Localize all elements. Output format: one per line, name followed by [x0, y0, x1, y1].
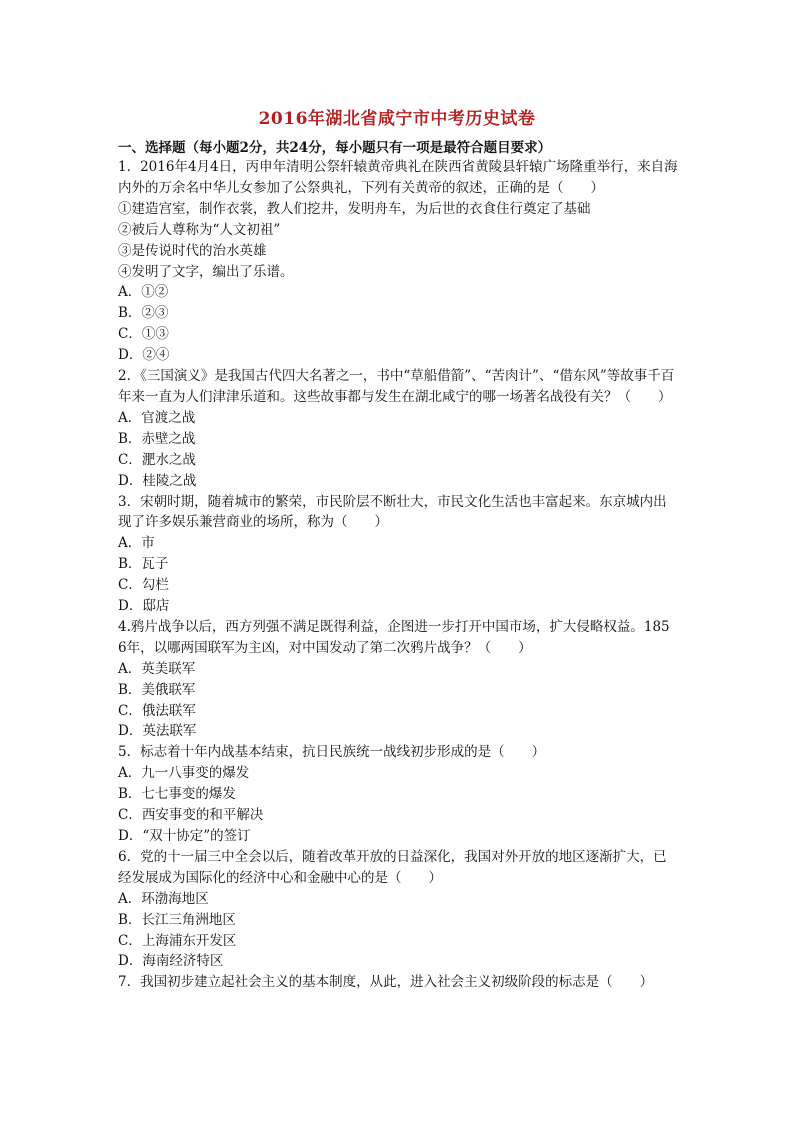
statement-1: ①建造宫室，制作衣裳，教人们挖井，发明舟车，为后世的衣食住行奠定了基础 [118, 200, 591, 217]
exam-title: 2016年湖北省咸宁市中考历史试卷 [258, 109, 536, 129]
question-2 [118, 366, 678, 491]
option-c: C．俄法联军 [118, 702, 196, 719]
question-stem: 2．《三国演义》是我国古代四大名著之一，书中“草船借箭”、“苦肉计”、“借东风”等故事千百年来一直为人们津津乐道和。这些故事都与发生在湖北咸宁的哪一场著名战役有关？（ ） [118, 368, 675, 405]
question-5 [118, 742, 678, 847]
option-a: A．①② [118, 284, 169, 301]
option-d: D．桂陵之战 [118, 472, 197, 489]
question-1 [118, 157, 678, 366]
question-7 [118, 972, 678, 993]
option-c: C．西安事变的和平解决 [118, 807, 264, 824]
option-b: B．长江三角洲地区 [118, 911, 236, 928]
question-stem: 5．标志着十年内战基本结束，抗日民族统一战线初步形成的是（ ） [118, 744, 546, 761]
option-d: D．邸店 [118, 598, 170, 615]
option-a: A．九一八事变的爆发 [118, 765, 250, 782]
statement-4: ④发明了文字，编出了乐谱。 [118, 263, 294, 280]
question-stem: 1．2016年4月4日，丙申年清明公祭轩辕黄帝典礼在陕西省黄陵县轩辕广场隆重举行，来自海内外的万余名中华儿女参加了公祭典礼，下列有关黄帝的叙述，正确的是（ ） [118, 159, 678, 196]
option-a: A．环渤海地区 [118, 890, 209, 907]
option-c: C．勾栏 [118, 577, 169, 594]
option-d: D．英法联军 [118, 723, 197, 740]
option-b: B．赤壁之战 [118, 430, 196, 447]
section-heading: 一、选择题（每小题2分，共24分，每小题只有一项是最符合题目要求） [118, 140, 552, 156]
option-a: A．市 [118, 535, 155, 552]
question-stem: 3．宋朝时期，随着城市的繁荣，市民阶层不断壮大，市民文化生活也丰富起来。东京城内出现了许多娱乐兼营商业的场所，称为（ ） [118, 493, 667, 531]
option-b: B．美俄联军 [118, 681, 196, 698]
question-stem: 4.鸦片战争以后，西方列强不满足既得利益，企图进一步打开中国市场，扩大侵略权益。1856年，以哪两国联军为主凶，对中国发动了第二次鸦片战争？（ ） [118, 618, 670, 656]
option-a: A．官渡之战 [118, 409, 196, 426]
statement-2: ②被后人尊称为“人文初祖” [118, 221, 281, 238]
statement-3: ③是传说时代的治水英雄 [118, 242, 267, 259]
option-a: A．英美联军 [118, 660, 196, 677]
question-4 [118, 617, 678, 742]
question-stem: 6．党的十一届三中全会以后，随着改革开放的日益深化，我国对外开放的地区逐渐扩大，已经发展成为国际化的经济中心和金融中心的是（ ） [118, 848, 667, 886]
option-c: C．上海浦东开发区 [118, 932, 237, 949]
question-stem: 7．我国初步建立起社会主义的基本制度，从此，进入社会主义初级阶段的标志是（ ） [118, 974, 654, 991]
option-b: B．七七事变的爆发 [118, 786, 236, 803]
option-c: C．淝水之战 [118, 451, 196, 468]
option-d: D．②④ [118, 347, 170, 364]
option-b: B．瓦子 [118, 556, 169, 573]
option-d: D．“双十协定”的签订 [118, 828, 251, 844]
option-d: D．海南经济特区 [118, 953, 224, 970]
question-3 [118, 492, 678, 617]
option-b: B．②③ [118, 305, 169, 322]
option-c: C．①③ [118, 326, 169, 343]
questions-list [118, 157, 678, 993]
question-6 [118, 847, 678, 972]
